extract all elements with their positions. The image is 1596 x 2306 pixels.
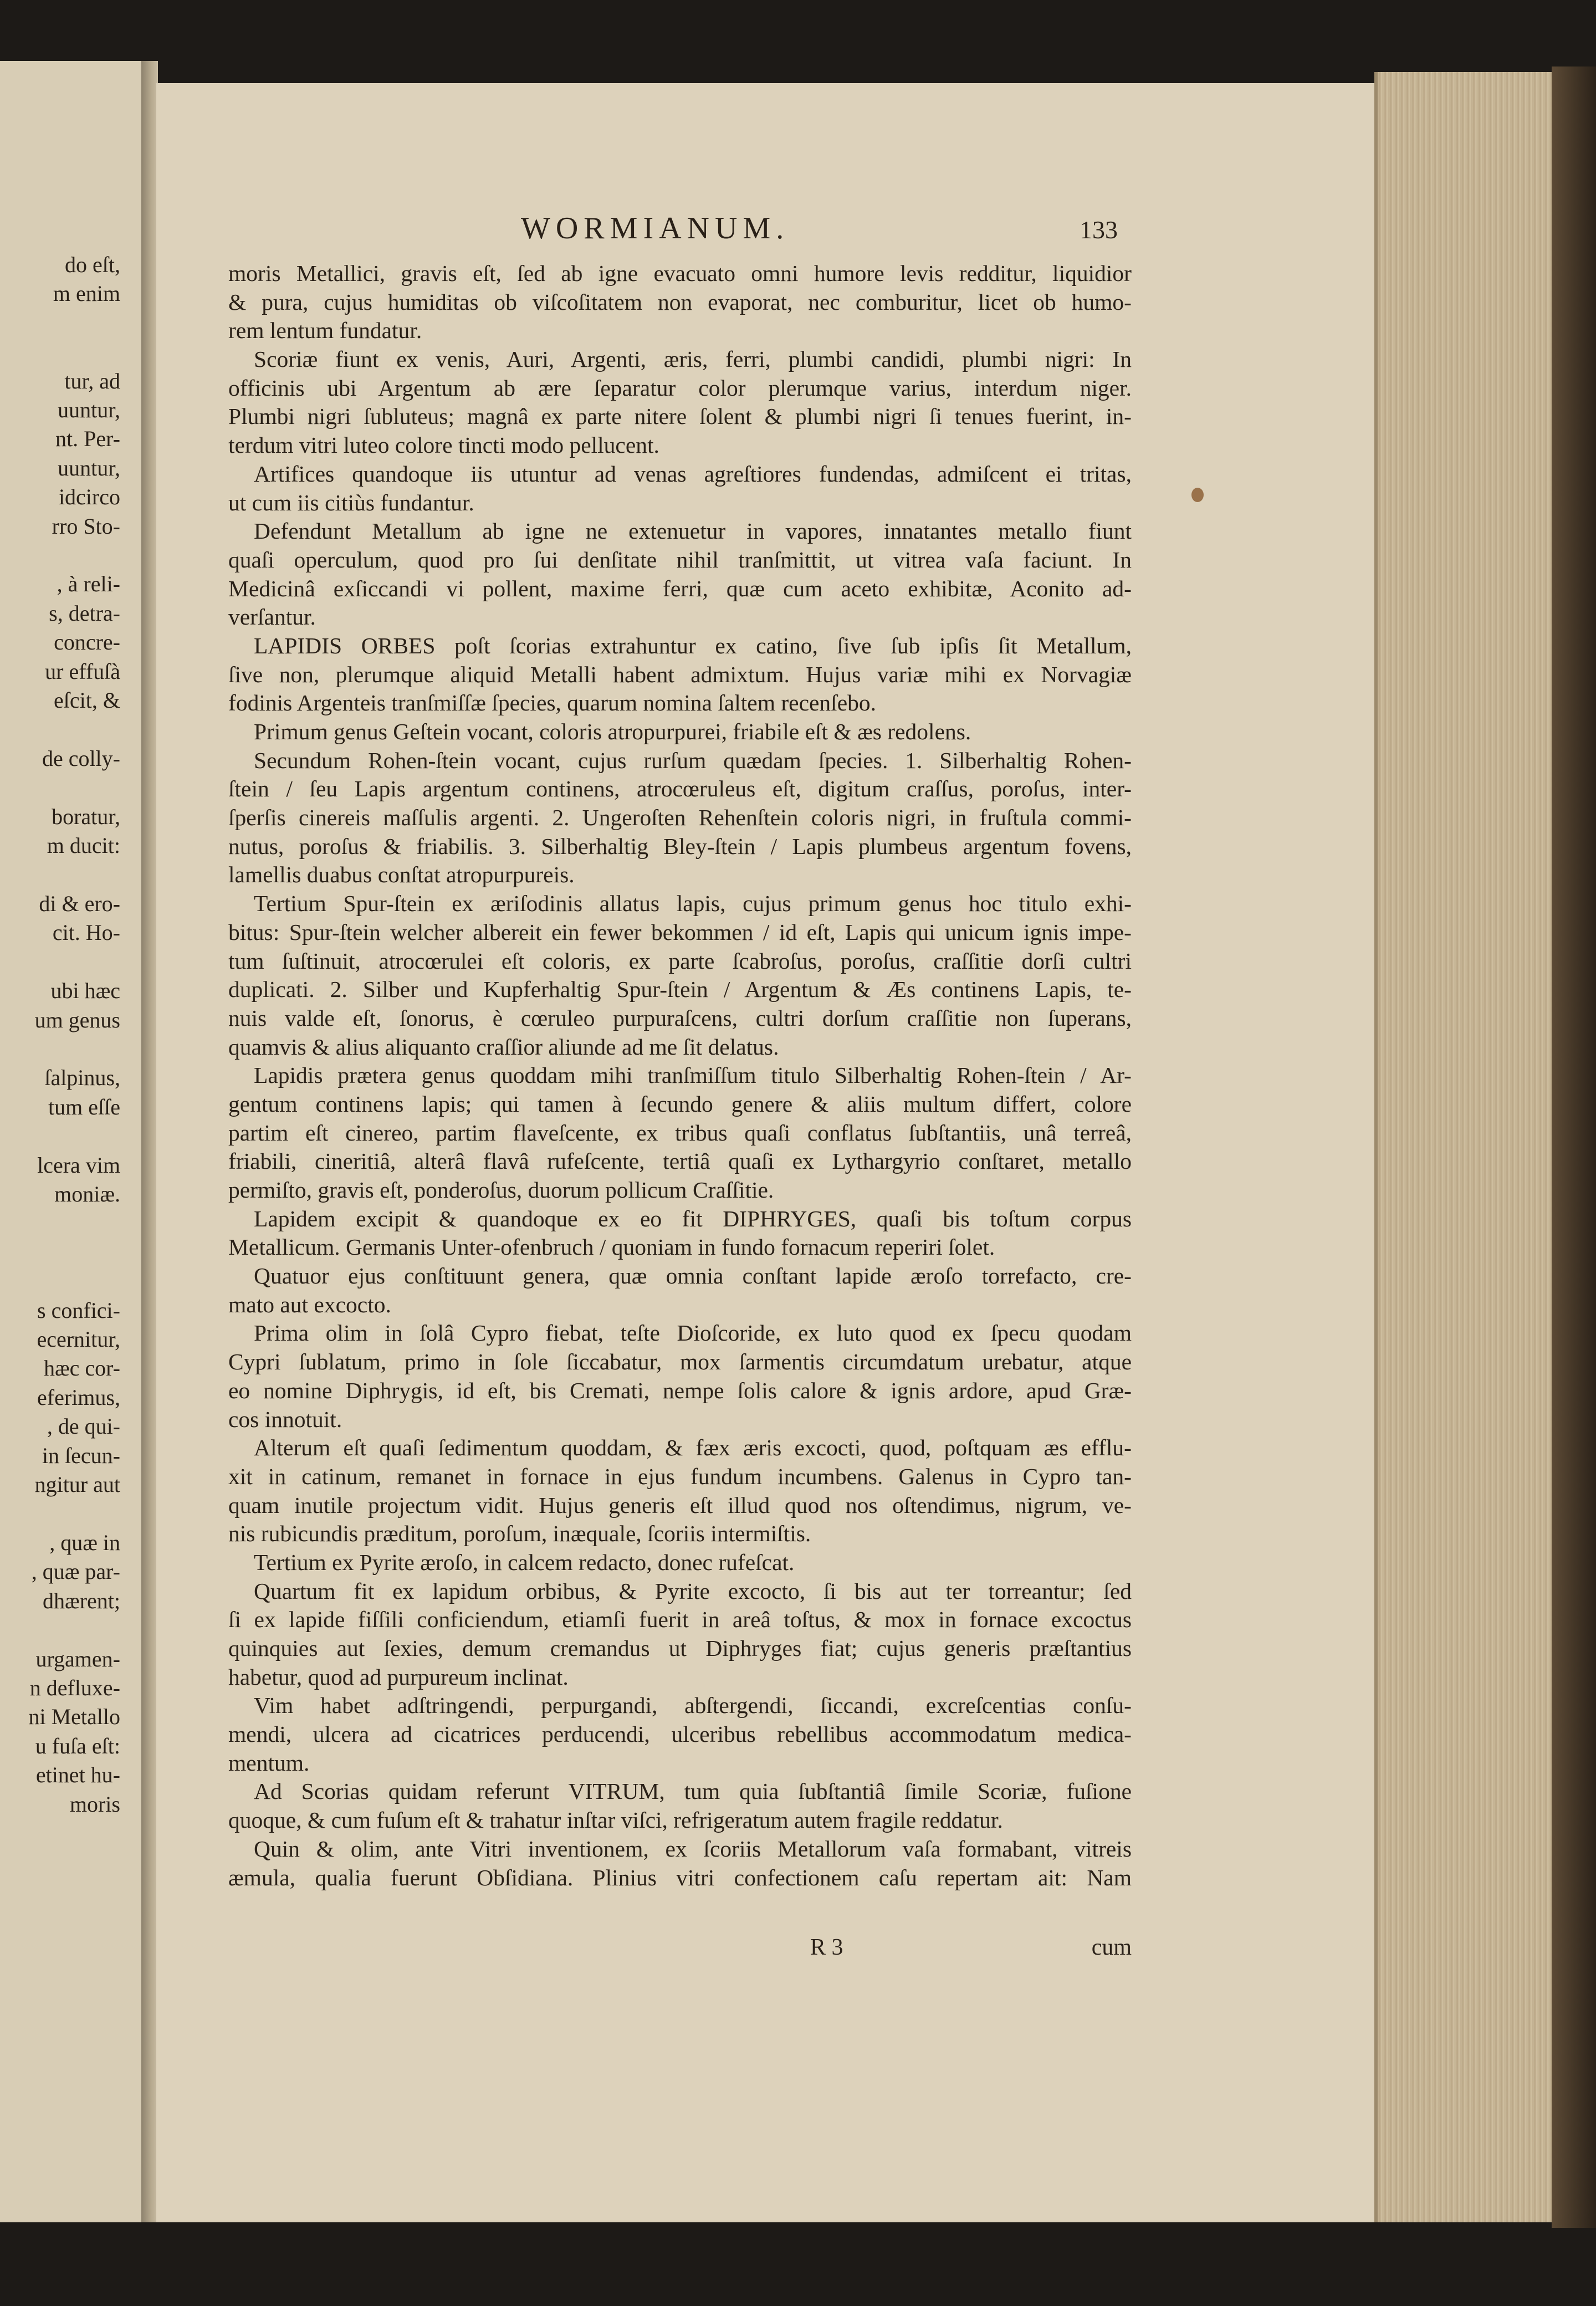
text-line: habetur, quod ad purpureum inclinat. (228, 1664, 569, 1690)
text-line: moris Metallici, gravis eſt, ſed ab igne evacuato omni humore levis redditur, liquidior (228, 260, 1132, 286)
left-page-line: di & ero- (39, 891, 120, 916)
text-line: quaſi operculum, quod pro ſui denſitate nihil tranſmittit, ut vitrea vaſa faciunt. In (228, 546, 1132, 572)
left-page-line (0, 861, 120, 889)
text-line: permiſto, gravis eſt, ponderoſus, duorum pollicum Craſſitie. (228, 1177, 774, 1203)
left-page-line: moniæ. (54, 1182, 120, 1206)
left-page-line (0, 309, 120, 338)
text-line: gentum continens lapis; qui tamen à ſecundo genere & aliis multum differt, colore (228, 1091, 1132, 1117)
running-head: WORMIANUM. (521, 211, 790, 246)
text-line: nis rubicundis præditum, poroſum, inæquale, ſcoriis intermiſtis. (228, 1521, 811, 1547)
text-line: Quatuor ejus conſtituunt genera, quæ omnia conſtant lapide æroſo torrefacto, cre- (254, 1263, 1132, 1289)
text-line: terdum vitri luteo colore tincti modo pellucent. (228, 432, 659, 458)
left-page-line: m enim (53, 281, 120, 306)
left-page-line: s confici- (37, 1297, 120, 1323)
text-line: xit in catinum, remanet in fornace in ejus fundum incumbens. Galenus in Cypro tan- (228, 1463, 1132, 1489)
text-line: Lapidis prætera genus quoddam mihi tranſmiſſum titulo Silberhaltig Rohen-ſtein / Ar- (254, 1062, 1132, 1088)
left-page-line (0, 1267, 120, 1296)
text-line: Secundum Rohen-ſtein vocant, cujus rurſum quædam ſpecies. 1. Silberhaltig Rohen- (254, 747, 1132, 773)
text-line: lamellis duabus conſtat atropurpureis. (228, 862, 575, 888)
text-line: friabili, cineritiâ, alterâ flavâ rufeſcente, tertiâ quaſi ex Lythargyrio conſtaret, metallo (228, 1148, 1132, 1174)
text-line: mendi, ulcera ad cicatrices perducendi, ulceribus rebellibus accommodatum medica- (228, 1721, 1132, 1747)
left-page (0, 61, 141, 2222)
cover-edge (1552, 67, 1596, 2228)
left-page-line (0, 1615, 120, 1644)
left-page-line: urgamen- (35, 1646, 120, 1671)
catchword: cum (1091, 1935, 1132, 1960)
left-page-line: boratur, (52, 804, 120, 829)
text-line: eo nomine Diphrygis, id eſt, bis Cremati, nempe ſolis calore & ignis ardore, apud Græ- (228, 1377, 1132, 1403)
text-line: officinis ubi Argentum ab ære ſeparatur color plerumque varius, interdum niger. (228, 375, 1132, 401)
signature-mark: R 3 (810, 1935, 843, 1960)
left-page-line: uuntur, (58, 397, 120, 423)
left-page-line: do eſt, (65, 252, 120, 277)
text-line: verſantur. (228, 604, 316, 630)
text-line: Vim habet adſtringendi, perpurgandi, abſtergendi, ſiccandi, excreſcentias conſu- (254, 1693, 1132, 1719)
text-line: Metallicum. Germanis Unter-ofenbruch / quoniam in fundo fornacum reperiri ſolet. (228, 1234, 995, 1260)
foxing-spot (1191, 488, 1204, 502)
gutter (141, 61, 158, 2222)
text-line: ſive non, plerumque aliquid Metalli habent admixtum. Hujus variæ mihi ex Norvagiæ (228, 661, 1132, 687)
left-page-line: ni Metallo (28, 1704, 120, 1730)
left-page-line: de colly- (42, 745, 120, 771)
left-page-line: n defluxe- (29, 1675, 120, 1700)
left-page-line: , quæ in (49, 1530, 120, 1555)
left-page-line: etinet hu- (35, 1762, 120, 1788)
text-line: cos innotuit. (228, 1406, 342, 1432)
text-line: Artifices quandoque iis utuntur ad venas agreſtiores fundendas, admiſcent ei tritas, (254, 461, 1132, 487)
left-page-line: tur, ad (64, 368, 120, 393)
text-line: ſperſis cinereis maſſulis argenti. 2. Ungeroſten Rehenſtein coloris nigri, in fruſtula commi- (228, 805, 1132, 831)
text-line: Tertium Spur-ſtein ex æriſodinis allatus lapis, cujus primum genus hoc titulo exhi- (254, 891, 1132, 917)
text-line: mato aut excocto. (228, 1291, 391, 1317)
body-text (228, 259, 1132, 1892)
left-page-line: ſalpinus, (44, 1065, 120, 1091)
left-page-line: idcirco (58, 484, 120, 510)
left-page-line: moris (69, 1791, 120, 1817)
left-page-line: lcera vim (37, 1152, 120, 1178)
left-page-line (0, 715, 120, 744)
text-line: Scoriæ fiunt ex venis, Auri, Argenti, æris, ferri, plumbi candidi, plumbi nigri: In (254, 346, 1132, 372)
folio-number: 133 (1080, 216, 1118, 244)
left-page-line (0, 1035, 120, 1063)
text-line: Defendunt Metallum ab igne ne extenuetur in vapores, innatantes metallo fiunt (254, 518, 1132, 544)
text-line: Alterum eſt quaſi ſedimentum quoddam, & fæx æris excocti, quod, poſtquam æs efflu- (254, 1435, 1132, 1461)
left-page-line (0, 1209, 120, 1238)
left-page-line (0, 1238, 120, 1267)
left-page-line: hæc cor- (43, 1356, 120, 1381)
text-line: nuis valde eſt, ſonorus, è cœruleo purpuraſcens, cultri dorſum craſſitie non ſuperans, (228, 1005, 1132, 1031)
left-page-line (0, 948, 120, 976)
text-line: ſtein / ſeu Lapis argentum continens, atrocœruleus eſt, digitum craſſus, poroſus, inter- (228, 776, 1132, 802)
text-line: quinquies aut ſexies, demum cremandus ut Diphryges fiat; cujus generis præſtantius (228, 1635, 1132, 1661)
left-page-line: dhærent; (43, 1588, 120, 1613)
text-line: mentum. (228, 1750, 310, 1776)
text-line: Cypri ſublatum, primo in ſole ſiccabatur, mox ſarmentis circumdatum urebatur, atque (228, 1349, 1132, 1375)
text-line: ſi ex lapide fiſſili conficiendum, etiamſi fuerit in areâ toſtus, & mox in fornace excoctus (228, 1607, 1132, 1633)
text-line: tum ſuſtinuit, atrocœrulei eſt coloris, ex parte ſcabroſus, poroſus, craſſitie dorſi cultri (228, 948, 1132, 974)
text-line: & pura, cujus humiditas ob viſcoſitatem non evaporat, nec comburitur, licet ob humo- (228, 289, 1132, 315)
left-page-line: eſcit, & (54, 688, 120, 713)
text-line: nutus, poroſus & friabilis. 3. Silberhaltig Bley-ſtein / Lapis plumbeus argentum fovens, (228, 833, 1132, 859)
left-page-line (0, 541, 120, 570)
left-page-line: eferimus, (37, 1384, 120, 1410)
text-line: LAPIDIS ORBES poſt ſcorias extrahuntur ex catino, ſive ſub ipſis ſit Metallum, (254, 632, 1132, 658)
text-line: Tertium ex Pyrite æroſo, in calcem redacto, donec rufeſcat. (254, 1549, 795, 1575)
left-page-text (0, 250, 120, 1819)
text-line: Medicinâ exſiccandi vi pollent, maxime ferri, quæ cum aceto exhibitæ, Aconito ad- (228, 575, 1132, 601)
left-page-line: , à reli- (57, 571, 120, 597)
left-page-line: , quæ par- (31, 1559, 120, 1584)
text-line: quoque, & cum fuſum eſt & trahatur inſtar viſci, refrigeratum autem fragile reddatur. (228, 1807, 1003, 1833)
left-page-line: , de qui- (47, 1414, 120, 1439)
text-line: Lapidem excipit & quandoque ex eo fit DIPHRYGES, quaſi bis toſtum corpus (254, 1205, 1132, 1231)
left-page-line (0, 338, 120, 366)
text-line: Quin & olim, ante Vitri inventionem, ex ſcoriis Metallorum vaſa formabant, vitreis (254, 1835, 1132, 1862)
left-page-line: ur effuſà (45, 658, 120, 684)
left-page-line (0, 1122, 120, 1151)
left-page-line (0, 773, 120, 802)
text-line: quamvis & alius aliquanto craſſior aliunde ad me ſit delatus. (228, 1034, 779, 1060)
left-page-line: uuntur, (58, 455, 120, 480)
left-page-line: ngitur aut (34, 1472, 120, 1497)
text-line: ut cum iis citiùs fundantur. (228, 489, 474, 515)
text-line: Ad Scorias quidam referunt VITRUM, tum quia ſubſtantiâ ſimile Scoriæ, fuſione (254, 1778, 1132, 1804)
text-line: partim eſt cinereo, partim flaveſcente, ex tribus quaſi conflatus ſubſtantiis, unâ terreâ, (228, 1119, 1132, 1146)
text-line: duplicati. 2. Silber und Kupferhaltig Spur-ſtein / Argentum & Æs continens Lapis, te- (228, 976, 1132, 1003)
left-page-line: u fuſa eſt: (35, 1733, 120, 1758)
page-footer (228, 1934, 1132, 1965)
left-page-line: tum eſſe (48, 1094, 120, 1119)
text-line: Primum genus Geſtein vocant, coloris atropurpurei, friabile eſt & æs redolens. (254, 719, 971, 744)
text-line: bitus: Spur-ſtein welcher albereit ein fewer bekommen / id eſt, Lapis qui unicum ignis impe- (228, 919, 1132, 945)
left-page-line: cit. Ho- (52, 920, 120, 945)
text-line: æmula, qualia fuerunt Obſidiana. Plinius vitri confectionem caſu repertam ait: Nam (228, 1864, 1132, 1890)
left-page-line: in ſecun- (42, 1443, 120, 1468)
left-page-line: ubi hæc (50, 978, 120, 1004)
left-page-line: s, detra- (49, 600, 120, 626)
text-line: Plumbi nigri ſubluteus; magnâ ex parte nitere ſolent & plumbi nigri ſi tenues fuerint, in- (228, 403, 1132, 430)
left-page-line (0, 1499, 120, 1528)
left-page-line: m ducit: (47, 833, 120, 858)
left-page-line: concre- (54, 630, 120, 655)
text-line: fodinis Argenteis tranſmiſſæ ſpecies, quarum nomina ſaltem recenſebo. (228, 690, 877, 716)
text-line: quam inutile projectum vidit. Hujus generis eſt illud quod nos oſtendimus, nigrum, ve- (228, 1492, 1132, 1518)
left-page-line: um genus (34, 1007, 120, 1032)
page-edges (1374, 72, 1561, 2222)
left-page-line: nt. Per- (55, 426, 120, 452)
text-line: Prima olim in ſolâ Cypro fiebat, teſte Dioſcoride, ex luto quod ex ſpecu quodam (254, 1320, 1132, 1346)
left-page-line: rro Sto- (52, 513, 120, 539)
text-line: rem lentum fundatur. (228, 318, 422, 344)
left-page-line: ecernitur, (37, 1327, 120, 1352)
text-line: Quartum fit ex lapidum orbibus, & Pyrite excocto, ſi bis aut ter torreantur; ſed (254, 1578, 1132, 1604)
